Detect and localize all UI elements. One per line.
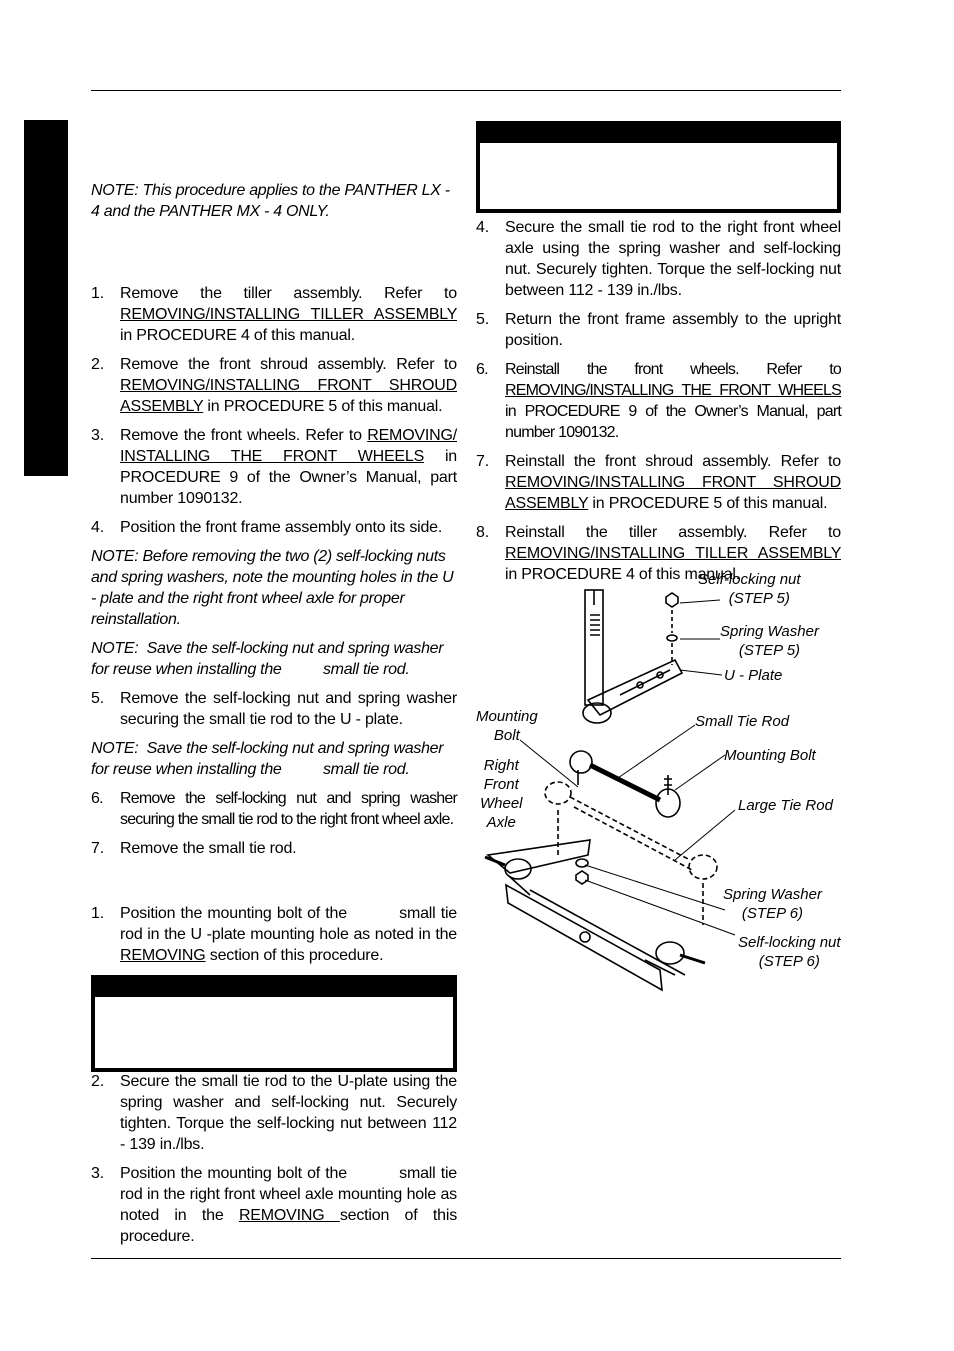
- applies-note: NOTE: This procedure applies to the PANTHER LX - 4 and the PANTHER MX - 4 ONLY.: [91, 182, 450, 220]
- tie-rod-diagram: [470, 565, 850, 1010]
- removing-step-3: 3. Remove the front wheels. Refer to REMOVING/ INSTALLING THE FRONT WHEELS in PROCEDURE 9 of the Owner’s Manual, part number 1090132.: [91, 427, 457, 507]
- save-nut-note-1: NOTE: Save the self-locking nut and spring washer for reuse when installing the small tie rod.: [91, 640, 448, 678]
- warning-box-right: [476, 121, 841, 213]
- removing-step-7: 7. Remove the small tie rod.: [91, 840, 297, 857]
- installing-steps-b: [91, 1071, 462, 1255]
- link-shroud[interactable]: REMOVING/INSTALLING FRONT SHROUD ASSEMBLY: [120, 377, 457, 415]
- link-removing-2[interactable]: REMOVING: [238, 1207, 340, 1224]
- label-washer-step5: Spring Washer (STEP 5): [720, 623, 819, 659]
- link-removing-1[interactable]: REMOVING: [120, 947, 206, 964]
- link-tiller[interactable]: REMOVING/INSTALLING TILLER ASSEMBLY: [120, 306, 457, 323]
- label-right-front-wheel-axle: Right Front Wheel Axle: [480, 757, 523, 831]
- installing-step-4: 4. Secure the small tie rod to the right front wheel axle using the spring washer and self-locking nut. Securely tighten. Torque the self-locking nut between 112 - 139 in./lbs.: [476, 219, 841, 299]
- top-rule: [91, 90, 841, 91]
- installing-step-3: 3. Position the mounting bolt of the small tie rod in the right front wheel axle mounting hole as noted in the REMOVING section of this procedure.: [91, 1165, 462, 1245]
- label-nut-step6: Self-locking nut (STEP 6): [738, 934, 841, 970]
- label-mounting-bolt-left: Mounting Bolt: [476, 708, 538, 744]
- installing-step-5: 5. Return the front frame assembly to the upright position.: [476, 311, 841, 349]
- link-shroud-2[interactable]: REMOVING/INSTALLING FRONT SHROUD ASSEMBLY: [505, 474, 841, 512]
- label-large-tie-rod: Large Tie Rod: [738, 797, 833, 814]
- installing-step-7: 7. Reinstall the front shroud assembly. Refer to REMOVING/INSTALLING FRONT SHROUD ASSEMBLY in PROCEDURE 5 of this manual.: [476, 453, 841, 512]
- removing-step-2: 2. Remove the front shroud assembly. Refer to REMOVING/INSTALLING FRONT SHROUD ASSEMBLY in PROCEDURE 5 of this manual.: [91, 356, 457, 415]
- removing-steps: [91, 283, 457, 867]
- warning-box-left: [91, 975, 457, 1072]
- label-nut-step5: Self-locking nut (STEP 5): [698, 571, 801, 607]
- link-wheels-2[interactable]: REMOVING/INSTALLING THE FRONT WHEELS: [505, 382, 841, 399]
- right-column: [476, 217, 841, 593]
- removing-step-4: 4. Position the front frame assembly onto its side.: [91, 519, 443, 536]
- bottom-rule: [91, 1258, 841, 1259]
- link-wheels[interactable]: REMOVING/ INSTALLING THE FRONT WHEELS: [120, 427, 457, 465]
- installing-step-6: 6. Reinstall the front wheels. Refer to REMOVING/INSTALLING THE FRONT WHEELS in PROCEDURE 9 of the Owner’s Manual, part number 1090132.: [476, 361, 841, 441]
- link-tiller-2[interactable]: REMOVING/INSTALLING TILLER ASSEMBLY: [505, 545, 841, 562]
- removing-step-6: 6. Remove the self-locking nut and spring washer securing the small tie rod to the right front wheel axle.: [91, 790, 457, 828]
- label-mounting-bolt-right: Mounting Bolt: [724, 747, 816, 764]
- installing-step-2: 2. Secure the small tie rod to the U-plate using the spring washer and self-locking nut. Securely tighten. Torque the self-locking nut between 112 - 139 in./lbs.: [91, 1073, 457, 1153]
- installing-steps-a: [91, 903, 462, 974]
- installing-step-8: 8. Reinstall the tiller assembly. Refer to REMOVING/INSTALLING TILLER ASSEMBLY in PROCEDURE 4 of this manual.: [476, 524, 841, 583]
- save-nut-note-2: NOTE: Save the self-locking nut and spring washer for reuse when installing the small tie rod.: [91, 740, 448, 778]
- left-column: [91, 180, 457, 230]
- removing-step-1: 1. Remove the tiller assembly. Refer to REMOVING/INSTALLING TILLER ASSEMBLY in PROCEDURE 4 of this manual.: [91, 285, 457, 344]
- label-small-tie-rod: Small Tie Rod: [695, 713, 790, 730]
- removing-step-5: 5. Remove the self-locking nut and spring washer securing the small tie rod to the U - plate.: [91, 690, 457, 728]
- before-removing-note: NOTE: Before removing the two (2) self-locking nuts and spring washers, note the mounting holes in the U - plate and the right front wheel axle for proper reinstallation.: [91, 548, 454, 628]
- section-tab: [24, 120, 68, 476]
- installing-step-1: 1. Position the mounting bolt of the small tie rod in the U -plate mounting hole as noted in the REMOVING section of this procedure.: [91, 905, 462, 964]
- label-washer-step6: Spring Washer (STEP 6): [723, 886, 822, 922]
- label-u-plate: U - Plate: [724, 667, 783, 684]
